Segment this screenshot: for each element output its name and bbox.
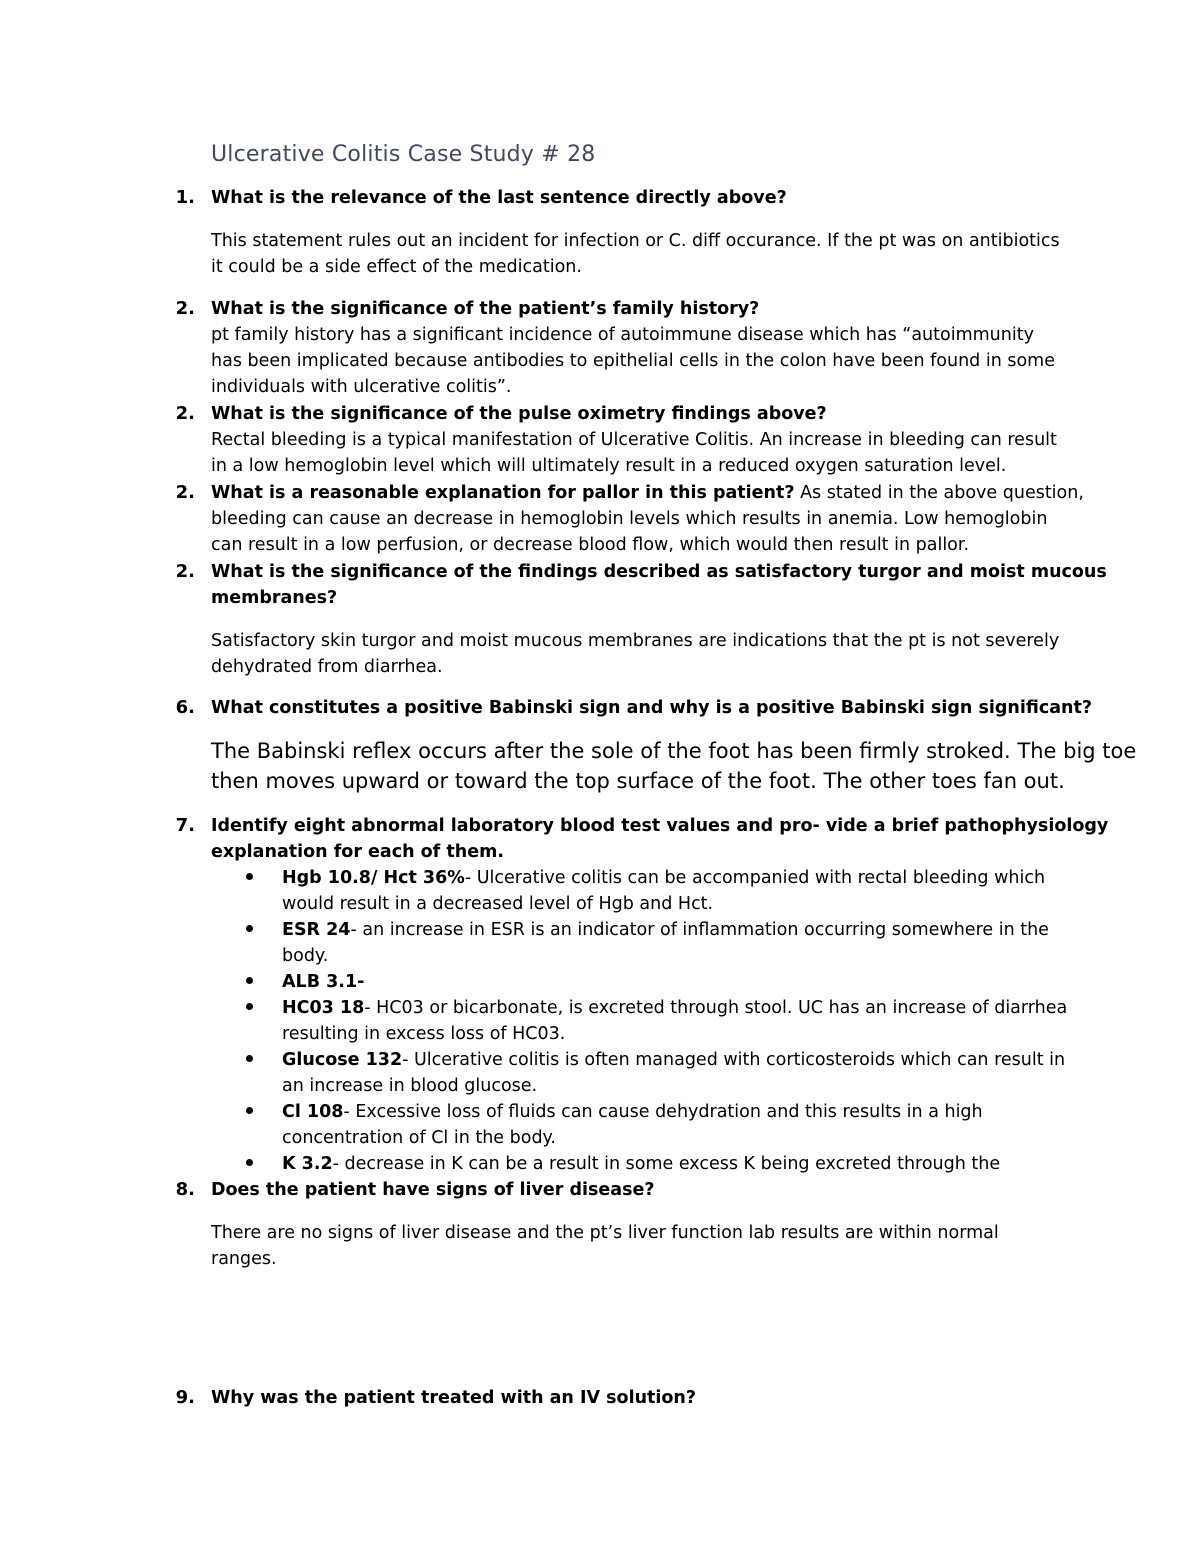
question-text: What is the significance of the pulse oximetry findings above? [211, 404, 827, 424]
lab-label: Hgb 10.8/ Hct 36% [282, 868, 465, 888]
question-text: What is the significance of the findings described as satisfactory turgor and moist mucous [211, 562, 1107, 582]
question-number: 8. [175, 1179, 195, 1200]
lab-label: Cl 108 [282, 1102, 344, 1122]
answer-line: ranges. [211, 1249, 277, 1269]
lab-explanation: an increase in blood glucose. [282, 1076, 538, 1096]
question-text: What is the relevance of the last sentence directly above? [211, 188, 787, 208]
question-text: What is the significance of the patient’s family history? [211, 299, 760, 319]
lab-explanation: - an increase in ESR is an indicator of inflammation occurring somewhere in the [350, 920, 1049, 940]
lab-label: K 3.2 [282, 1154, 333, 1174]
question-number: 2. [175, 561, 195, 582]
lab-explanation: resulting in excess loss of HC03. [282, 1024, 566, 1044]
lab-explanation: - Excessive loss of fluids can cause dehydration and this results in a high [343, 1102, 983, 1122]
lab-item [282, 969, 364, 995]
lab-explanation: - HC03 or bicarbonate, is excreted through stool. UC has an increase of diarrhea [364, 998, 1068, 1018]
answer-line: individuals with ulcerative colitis”. [211, 377, 512, 397]
lab-explanation: concentration of Cl in the body. [282, 1128, 556, 1148]
answer-line: then moves upward or toward the top surface of the foot. The other toes fan out. [211, 769, 1065, 793]
answer-line: has been implicated because antibodies to epithelial cells in the colon have been found in some [211, 351, 1055, 371]
answer-line: Rectal bleeding is a typical manifestation of Ulcerative Colitis. An increase in bleeding can result [211, 430, 1057, 450]
question-number: 9. [175, 1387, 195, 1408]
lab-item [282, 865, 1045, 891]
answer-line: in a low hemoglobin level which will ultimately result in a reduced oxygen saturation level. [211, 456, 1007, 476]
lab-item [282, 1151, 1000, 1177]
question-text: membranes? [211, 588, 338, 608]
answer-line: it could be a side effect of the medication. [211, 257, 582, 277]
question-with-inline-answer [211, 480, 1084, 506]
lab-explanation: would result in a decreased level of Hgb and Hct. [282, 894, 714, 914]
bullet-icon [246, 1055, 253, 1062]
lab-item [282, 917, 1049, 943]
lab-explanation: - decrease in K can be a result in some excess K being excreted through the [332, 1154, 1001, 1174]
question-text: explanation for each of them. [211, 842, 504, 862]
lab-label: Glucose 132 [282, 1050, 403, 1070]
bullet-icon [246, 977, 253, 984]
lab-item [282, 1047, 1065, 1073]
answer-inline: As stated in the above question, [794, 483, 1084, 503]
lab-label: ESR 24 [282, 920, 351, 940]
answer-line: This statement rules out an incident for infection or C. diff occurance. If the pt was on antibiotics [211, 231, 1060, 251]
question-text: Does the patient have signs of liver disease? [211, 1180, 655, 1200]
lab-item [282, 995, 1067, 1021]
answer-line: dehydrated from diarrhea. [211, 657, 443, 677]
question-number: 1. [175, 187, 195, 208]
answer-line: There are no signs of liver disease and the pt’s liver function lab results are within normal [211, 1223, 999, 1243]
question-number: 7. [175, 815, 195, 836]
lab-explanation: - Ulcerative colitis can be accompanied with rectal bleeding which [464, 868, 1046, 888]
bullet-icon [246, 873, 253, 880]
lab-label: HC03 18 [282, 998, 365, 1018]
page-title: Ulcerative Colitis Case Study # 28 [211, 142, 596, 167]
question-text: What constitutes a positive Babinski sign and why is a positive Babinski sign significant? [211, 698, 1093, 718]
answer-line: Satisfactory skin turgor and moist mucous membranes are indications that the pt is not severely [211, 631, 1060, 651]
answer-line: pt family history has a significant incidence of autoimmune disease which has “autoimmunity [211, 325, 1034, 345]
bullet-icon [246, 1003, 253, 1010]
lab-explanation: - Ulcerative colitis is often managed with corticosteroids which can result in [402, 1050, 1066, 1070]
question-number: 2. [175, 482, 195, 503]
bullet-icon [246, 1107, 253, 1114]
question-text: Why was the patient treated with an IV solution? [211, 1388, 697, 1408]
lab-label: ALB 3.1- [282, 972, 365, 992]
question-number: 6. [175, 697, 195, 718]
lab-item [282, 1099, 983, 1125]
answer-line: bleeding can cause an decrease in hemoglobin levels which results in anemia. Low hemoglobin [211, 509, 1048, 529]
answer-line: The Babinski reflex occurs after the sole of the foot has been firmly stroked. The big toe [211, 739, 1137, 763]
bullet-icon [246, 1159, 253, 1166]
answer-line: can result in a low perfusion, or decrease blood flow, which would then result in pallor. [211, 535, 970, 555]
question-text: What is a reasonable explanation for pallor in this patient? [211, 483, 795, 503]
bullet-icon [246, 925, 253, 932]
question-text: Identify eight abnormal laboratory blood test values and pro- vide a brief pathophysiology [211, 816, 1109, 836]
lab-explanation: body. [282, 946, 329, 966]
question-number: 2. [175, 298, 195, 319]
question-number: 2. [175, 403, 195, 424]
